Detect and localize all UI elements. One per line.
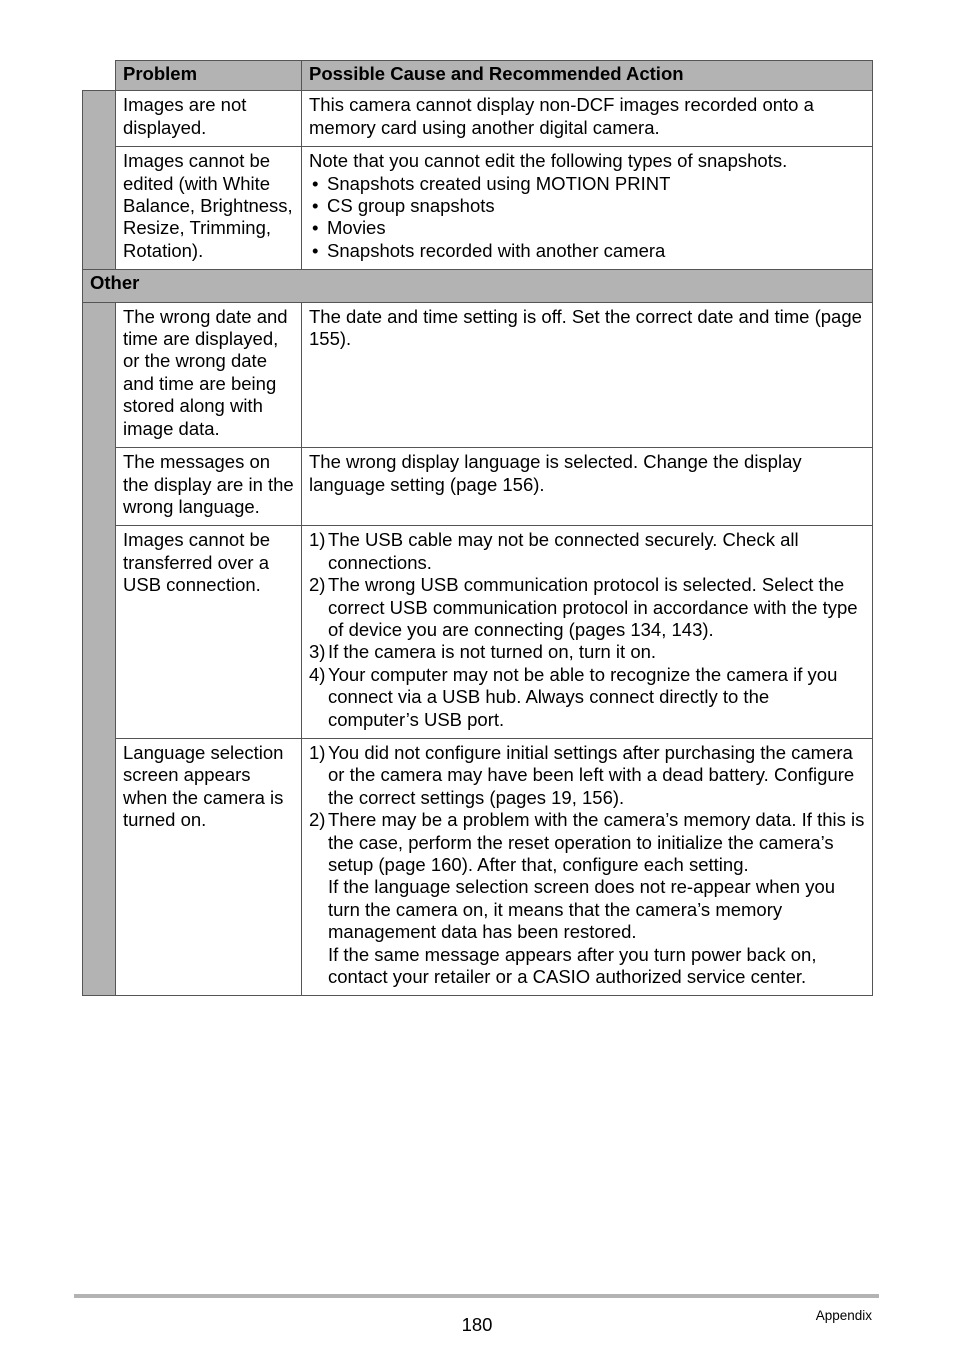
item-number: 2) — [309, 809, 326, 831]
section-header-row — [83, 270, 873, 302]
list-item-text: CS group snapshots — [327, 195, 495, 217]
list-item — [309, 574, 865, 641]
action-cell — [302, 147, 873, 270]
problem-cell: The wrong date and time are displayed, or the wrong date and time are being stored along with image data. — [116, 302, 302, 447]
list-item-text: Snapshots created using MOTION PRINT — [327, 172, 671, 194]
list-item-text: Movies — [327, 217, 386, 239]
problem-cell: Images are not displayed. — [116, 91, 302, 147]
bullet-mark: • — [312, 172, 319, 194]
troubleshooting-table — [82, 60, 873, 996]
problem-cell: Language selection screen appears when the camera is turned on. — [116, 738, 302, 995]
list-item-text: There may be a problem with the camera’s memory data. If this is the case, perform the reset operation to initialize the camera’s setup (page 160). After that, configure each setting. — [328, 809, 865, 875]
list-item — [309, 240, 865, 262]
problem-cell: The messages on the display are in the wrong language. — [116, 448, 302, 526]
list-item-text: The wrong USB communication protocol is selected. Select the correct USB communication protocol in accordance with the type of device you are connecting (pages 134, 143). — [328, 574, 858, 640]
list-item — [309, 809, 865, 988]
item-number: 3) — [309, 641, 326, 663]
item-number: 2) — [309, 574, 326, 596]
table-row — [83, 147, 873, 270]
bullet-mark: • — [312, 239, 319, 261]
item-number: 1) — [309, 741, 326, 763]
language-steps-list — [309, 742, 865, 988]
action-intro: Note that you cannot edit the following types of snapshots. — [309, 150, 788, 172]
problem-cell: Images cannot be transferred over a USB connection. — [116, 526, 302, 739]
list-item — [309, 173, 865, 195]
section-label: Appendix — [815, 1308, 872, 1323]
list-item-text: The USB cable may not be connected securely. Check all connections. — [328, 529, 799, 573]
list-item — [309, 742, 865, 809]
table-row — [83, 302, 873, 447]
category-side-bar — [83, 91, 116, 270]
list-item — [309, 529, 865, 574]
action-cell: This camera cannot display non-DCF images recorded onto a memory card using another digital camera. — [302, 91, 873, 147]
header-corner — [83, 61, 116, 91]
header-action: Possible Cause and Recommended Action — [302, 61, 873, 91]
header-problem: Problem — [116, 61, 302, 91]
problem-cell: Images cannot be edited (with White Balance, Brightness, Resize, Trimming, Rotation). — [116, 147, 302, 270]
list-item — [309, 217, 865, 239]
category-side-bar — [83, 302, 116, 996]
bullet-mark: • — [312, 195, 319, 217]
table-row — [83, 448, 873, 526]
item-number: 4) — [309, 663, 326, 685]
list-item-text: Snapshots recorded with another camera — [327, 239, 666, 261]
list-item-note: If the language selection screen does not re-appear when you turn the camera on, it means that the camera’s memory management data has been restored. — [328, 876, 836, 943]
section-title-other: Other — [83, 270, 873, 302]
list-item — [309, 641, 865, 663]
action-cell — [302, 526, 873, 739]
action-cell — [302, 738, 873, 995]
list-item — [309, 195, 865, 217]
list-item-note: If the same message appears after you turn power back on, contact your retailer or a CASIO authorized service center. — [328, 943, 817, 988]
table-header-row — [83, 61, 873, 91]
footer-rule — [74, 1294, 879, 1298]
list-item — [309, 664, 865, 731]
action-cell: The date and time setting is off. Set the correct date and time (page 155). — [302, 302, 873, 447]
list-item-text: You did not configure initial settings after purchasing the camera or the camera may have been left with a dead battery. Configure the correct settings (pages 19, 156). — [328, 741, 855, 808]
table-row — [83, 526, 873, 739]
table-row — [83, 738, 873, 995]
page-number: 180 — [461, 1314, 493, 1335]
list-item-text: Your computer may not be able to recognize the camera if you connect via a USB hub. Always connect directly to the computer’s USB port. — [328, 663, 838, 730]
action-cell: The wrong display language is selected. Change the display language setting (page 156). — [302, 448, 873, 526]
usb-steps-list — [309, 529, 865, 731]
table-row — [83, 91, 873, 147]
list-item-text: If the camera is not turned on, turn it on. — [328, 641, 657, 663]
bullet-mark: • — [312, 217, 319, 239]
item-number: 1) — [309, 529, 326, 551]
snapshot-type-list — [309, 173, 865, 263]
